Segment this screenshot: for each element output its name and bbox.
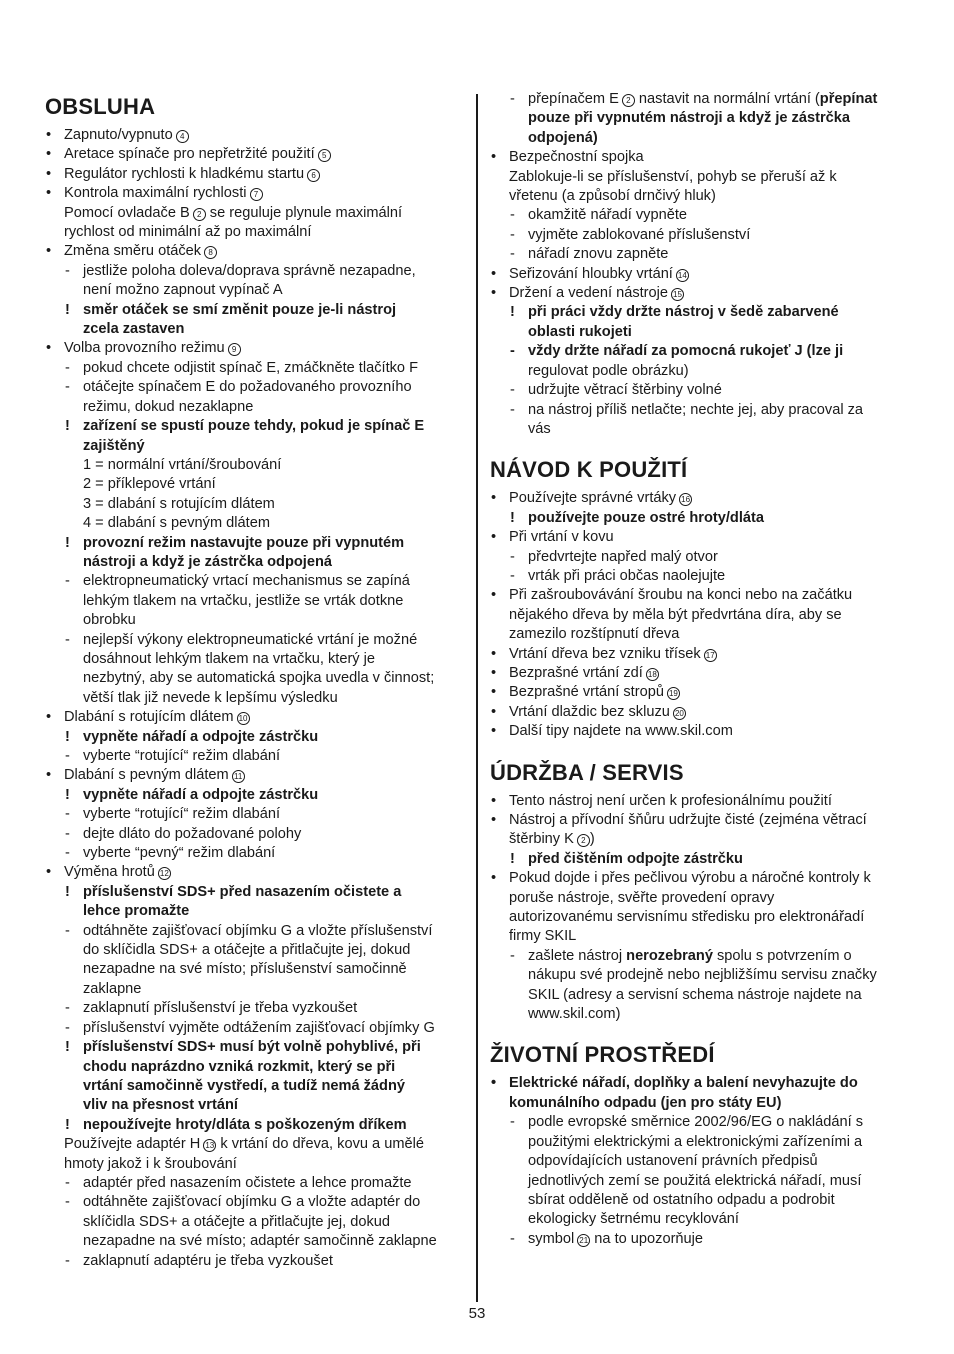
line-text: nezapadne na své místo; adaptér samočinně zaklapne — [83, 1233, 437, 1250]
sub-item — [45, 378, 465, 397]
line-text: vždy držte nářadí za pomocná rukojeť J — [528, 343, 803, 360]
line-text: otáčejte spínačem E do požadovaného provozního — [83, 379, 412, 396]
line-text: nástroji a když je zástrčka odpojená — [83, 553, 332, 570]
line-text: Bezprašné vrtání stropů — [509, 684, 664, 701]
line-text: Při vrtání v kovu — [509, 529, 614, 546]
sub-item — [45, 922, 465, 941]
text-line — [45, 1135, 465, 1154]
line-text: obrobku — [83, 612, 136, 629]
line-text: není možno zapnout vypínač A — [83, 282, 283, 299]
figure-ref-badge: 20 — [673, 707, 686, 720]
text-line — [490, 1172, 910, 1191]
line-text: odtáhněte zajišťovací objímku G a vložte adaptér do — [83, 1194, 421, 1211]
line-text: zcela zastaven — [83, 321, 185, 338]
list-item — [45, 766, 465, 785]
text-line — [490, 1191, 910, 1210]
line-text: odpovídajících ustanovení právních předpisů — [528, 1153, 818, 1170]
line-text: do sklíčidla SDS+ a otáčejte a přitlačujte jej, dokud — [83, 942, 411, 959]
sub-item — [45, 805, 465, 824]
line-text: Držení a vedení nástroje — [509, 285, 668, 302]
text-line — [45, 1213, 465, 1232]
section-heading-navod: NÁVOD K POUŽITÍ — [490, 457, 688, 483]
line-text: oblasti rukojeti — [528, 323, 632, 340]
line-text: vás — [528, 420, 551, 437]
line-text: nářadí znovu zapněte — [528, 246, 669, 263]
figure-ref-badge: 11 — [232, 770, 245, 783]
line-text: Bezpečnostní spojka — [509, 149, 644, 166]
line-text: lehkým tlakem na vrtačku, jestliže se vrták dotkne — [83, 592, 404, 609]
figure-ref-badge: 9 — [228, 343, 241, 356]
text-line — [45, 204, 465, 223]
line-text: firmy SKIL — [509, 928, 577, 945]
line-text: Používejte adaptér H — [64, 1136, 201, 1153]
list-item — [490, 265, 910, 284]
line-text: www.skil.com) — [528, 1006, 621, 1023]
line-text: použitými elektrickými a elektronickými zařízeními a — [528, 1133, 863, 1150]
emphasis-text: nerozebraný — [626, 947, 713, 964]
sub-item — [45, 825, 465, 844]
line-text: vyberte “pevný“ režim dlabání — [83, 845, 276, 862]
line-text: zařízení se spustí pouze tehdy, pokud je spínač E — [83, 418, 425, 435]
list-item — [490, 664, 910, 683]
text-line — [45, 456, 465, 475]
line-text: hmoty jakož i k šroubování — [64, 1155, 237, 1172]
text-line — [490, 1133, 910, 1152]
sub-item — [45, 999, 465, 1018]
left-lines — [45, 126, 465, 1271]
line-text: přepínačem E — [528, 91, 619, 107]
figure-ref-badge: 7 — [250, 188, 263, 201]
sub-item — [490, 401, 910, 420]
text-line — [45, 960, 465, 979]
warning-item — [490, 509, 910, 528]
figure-ref-badge: 8 — [204, 246, 217, 259]
list-item — [490, 645, 910, 664]
page-number: 53 — [468, 1305, 486, 1322]
section-heading-obsluha: OBSLUHA — [45, 94, 156, 119]
text-line — [45, 437, 465, 456]
line-text: vrtání samočinně vystředí, a tudíž nemá žádný — [83, 1077, 405, 1094]
line-text: Aretace spínače pro nepřetržité použití — [64, 146, 315, 163]
list-item — [490, 1074, 910, 1093]
sub-item — [490, 381, 910, 400]
text-line — [490, 830, 910, 849]
list-item — [490, 703, 910, 722]
section-heading-udrzba: ÚDRŽBA / SERVIS — [490, 759, 684, 785]
line-text: se reguluje plynule maximální — [205, 204, 403, 221]
text-line — [490, 606, 910, 625]
list-item — [490, 489, 910, 508]
list-item — [490, 148, 910, 167]
environment — [490, 1074, 910, 1249]
figure-ref-badge: 10 — [237, 712, 250, 725]
line-text: vliv na přesnost vrtání — [83, 1097, 238, 1114]
text-line — [45, 669, 465, 688]
figure-ref-badge: 2 — [622, 94, 635, 107]
line-text: používejte pouze ostré hroty/dláta — [528, 509, 764, 526]
text-line — [490, 1094, 910, 1113]
line-text: Dlabání s rotujícím dlátem — [64, 709, 234, 726]
warning-item — [45, 417, 465, 436]
figure-ref-badge: 6 — [307, 169, 320, 182]
line-text: Volba provozního režimu — [64, 340, 225, 357]
text-line — [45, 514, 465, 533]
text-line — [45, 1096, 465, 1115]
line-text: SKIL (adresy a servisní schema nástroje najdete na — [528, 986, 862, 1003]
maintenance-service — [490, 792, 910, 1025]
line-text: vyjměte zablokované příslušenství — [528, 226, 751, 243]
line-text: Používejte správné vrtáky — [509, 490, 677, 507]
text-line — [490, 889, 910, 908]
figure-ref-badge: 15 — [671, 288, 684, 301]
text-line — [45, 223, 465, 242]
text-line — [490, 1152, 910, 1171]
text-line — [45, 1155, 465, 1174]
list-item — [45, 145, 465, 164]
text-line — [45, 398, 465, 417]
line-text: (jen pro státy EU) — [656, 1094, 782, 1111]
sub-item — [45, 844, 465, 863]
figure-ref-badge: 14 — [676, 269, 689, 282]
list-item — [490, 284, 910, 303]
line-text: 2 = příklepové vrtání — [83, 476, 216, 493]
list-item — [45, 339, 465, 358]
figure-ref-badge: 2 — [577, 834, 590, 847]
line-text: dosáhnout lehkým tlakem na vrtačku, který je — [83, 650, 376, 667]
text-line — [45, 592, 465, 611]
line-text: ekologicky šetrnému recyklování — [528, 1211, 739, 1228]
list-item — [45, 184, 465, 203]
line-text: spolu s potvrzením o — [712, 947, 852, 964]
line-text: udržujte větrací štěrbiny volné — [528, 382, 722, 399]
line-text: k vrtání do dřeva, kovu a umělé — [216, 1136, 424, 1153]
figure-ref-badge: 21 — [577, 1234, 590, 1247]
line-text: autorizovanému servisnímu středisku pro elektronářadí — [509, 909, 865, 926]
text-line — [490, 109, 910, 128]
line-text: (lze ji — [802, 343, 844, 360]
text-line — [490, 927, 910, 946]
line-text: zajištěný — [83, 437, 145, 454]
text-line — [490, 966, 910, 985]
text-line — [45, 281, 465, 300]
line-text: při práci vždy držte nástroj v šedě zabarvené — [528, 304, 839, 321]
line-text: dejte dláto do požadované polohy — [83, 825, 302, 842]
text-line — [45, 902, 465, 921]
warning-item — [45, 301, 465, 320]
text-line — [490, 986, 910, 1005]
sub-item — [490, 947, 910, 966]
line-text: vypněte nářadí a odpojte zástrčku — [83, 728, 319, 745]
line-text: 4 = dlabání s pevným dlátem — [83, 515, 270, 532]
sub-item — [490, 342, 910, 361]
text-line — [45, 495, 465, 514]
line-text: Seřizování hloubky vrtání — [509, 265, 673, 282]
line-text: příslušenství SDS+ musí být volně pohyblivé, při — [83, 1039, 421, 1056]
line-text: Změna směru otáček — [64, 243, 202, 260]
figure-ref-badge: 2 — [193, 208, 206, 221]
line-text: příslušenství vyjměte odtážením zajišťovací objímky G — [83, 1019, 435, 1036]
figure-ref-badge: 12 — [158, 867, 171, 880]
line-text: nezbytný, aby se automatická spojka uvedla v činnost; — [83, 670, 435, 687]
sub-item — [45, 359, 465, 378]
list-item — [490, 811, 910, 830]
text-line — [45, 553, 465, 572]
line-text: na to upozorňuje — [590, 1230, 704, 1247]
line-text: podle evropské směrnice 2002/96/EG o nakládání s — [528, 1114, 864, 1131]
line-text: regulovat podle obrázku) — [528, 362, 689, 379]
section-heading-prostredi: ŽIVOTNÍ PROSTŘEDÍ — [490, 1042, 715, 1068]
line-text: Kontrola maximální rychlosti — [64, 185, 247, 202]
figure-ref-badge: 19 — [667, 687, 680, 700]
figure-ref-badge: 4 — [176, 130, 189, 143]
text-line — [45, 941, 465, 960]
figure-ref-badge: 5 — [318, 149, 331, 162]
sub-item — [490, 1230, 910, 1249]
line-text: vyberte “rotující“ režim dlabání — [83, 806, 281, 823]
line-text: pouze při vypnutém nástroji a když je zástrčka — [528, 110, 850, 127]
list-item — [490, 792, 910, 811]
operation-continued — [490, 90, 910, 439]
sub-item — [490, 90, 910, 109]
line-text: před čištěním odpojte zástrčku — [528, 850, 743, 867]
line-text: režimu, dokud nezaklapne — [83, 398, 254, 415]
line-text: Pomocí ovladače B — [64, 204, 190, 221]
list-item — [490, 869, 910, 888]
list-item — [490, 586, 910, 605]
usage-instructions — [490, 489, 910, 741]
line-text: větší tlak již nevede k lepšímu výsledku — [83, 689, 338, 706]
line-text: 1 = normální vrtání/šroubování — [83, 456, 282, 473]
line-text: zaklapnutí příslušenství je třeba vyzkoušet — [83, 1000, 358, 1017]
line-text: ) — [589, 831, 595, 848]
sub-item — [45, 1252, 465, 1271]
sub-item — [490, 567, 910, 586]
line-text: nákupu své prodejně nebo nejbližšímu servisu značky — [528, 967, 877, 984]
column-divider — [476, 94, 478, 1302]
line-text: okamžitě nářadí vypněte — [528, 207, 687, 224]
sub-item — [490, 206, 910, 225]
line-text: Tento nástroj není určen k profesionálnímu použití — [509, 792, 832, 809]
line-text: pokud chcete odjistit spínač E, zmáčkněte tlačítko F — [83, 359, 419, 376]
warning-item — [45, 883, 465, 902]
figure-ref-badge: 13 — [203, 1139, 216, 1152]
left-column — [45, 90, 465, 1271]
line-text: elektropneumatický vrtací mechanismus se zapíná — [83, 573, 410, 590]
text-line — [490, 625, 910, 644]
line-text: lehce promažte — [83, 903, 190, 920]
sub-item — [490, 548, 910, 567]
warning-item — [490, 850, 910, 869]
sub-item — [45, 631, 465, 650]
figure-ref-badge: 17 — [704, 649, 717, 662]
line-text: Další tipy najdete na www.skil.com — [509, 723, 733, 740]
line-text: jestliže poloha doleva/doprava správně nezapadne, — [83, 262, 416, 279]
figure-ref-badge: 16 — [679, 493, 692, 506]
warning-item — [490, 303, 910, 322]
list-item — [490, 683, 910, 702]
line-text: odpojená — [528, 129, 593, 146]
line-text: příslušenství SDS+ před nasazením očistete a — [83, 883, 402, 900]
line-text: na nástroj příliš netlačte; nechte jej, aby pracoval za — [528, 401, 864, 418]
warning-item — [45, 786, 465, 805]
line-text: zaklapnutí adaptéru je třeba vyzkoušet — [83, 1252, 333, 1269]
list-item — [45, 242, 465, 261]
text-line — [490, 362, 910, 381]
line-text: předvrtejte napřed malý otvor — [528, 548, 718, 565]
line-text: odtáhněte zajišťovací objímku G a vložte příslušenství — [83, 922, 433, 939]
text-line — [490, 1005, 910, 1024]
line-text: symbol — [528, 1230, 575, 1247]
line-text: komunálního odpadu — [509, 1094, 657, 1111]
line-text: Zapnuto/vypnuto — [64, 127, 173, 143]
line-text: ) — [592, 129, 598, 146]
emphasis-text: přepínat — [819, 91, 878, 107]
line-text: poruše nástroje, svěřte provedení opravy — [509, 889, 775, 906]
sub-item — [490, 226, 910, 245]
warning-item — [45, 534, 465, 553]
list-item — [490, 528, 910, 547]
text-line — [45, 475, 465, 494]
sub-item — [45, 1019, 465, 1038]
text-line — [45, 1077, 465, 1096]
line-text: Pokud dojde i přes pečlivou výrobu a náročné kontroly k — [509, 870, 871, 887]
right-column — [490, 90, 910, 1249]
line-text: štěrbiny K — [509, 831, 574, 848]
line-text: Vrtání dřeva bez vzniku třísek — [509, 645, 701, 662]
list-item — [490, 722, 910, 741]
sub-item — [490, 1113, 910, 1132]
line-text: nějakého dřeva by měla být předvrtána díra, aby se — [509, 606, 842, 623]
line-text: adaptér před nasazením očistete a lehce promažte — [83, 1174, 412, 1191]
line-text: nejlepší výkony elektropneumatické vrtání je možné — [83, 631, 418, 648]
line-text: zaklapne — [83, 980, 142, 997]
line-text: Při zašroubovávání šroubu na konci nebo na začátku — [509, 587, 853, 604]
warning-item — [45, 1038, 465, 1057]
line-text: jednotlivých zemí se použitá elektrická nářadí, musí — [528, 1172, 862, 1189]
line-text: Bezprašné vrtání zdí — [509, 664, 643, 681]
line-text: Dlabání s pevným dlátem — [64, 767, 229, 784]
line-text: zašlete nástroj — [528, 947, 627, 964]
list-item — [45, 126, 465, 145]
sub-item — [490, 245, 910, 264]
list-item — [45, 863, 465, 882]
text-line — [490, 187, 910, 206]
text-line — [490, 908, 910, 927]
text-line — [45, 1058, 465, 1077]
line-text: Elektrické nářadí, doplňky a balení nevyhazujte do — [509, 1075, 858, 1092]
text-line — [45, 980, 465, 999]
line-text: Vrtání dlaždic bez skluzu — [509, 703, 670, 720]
line-text: Regulátor rychlosti k hladkému startu — [64, 165, 305, 182]
text-line — [490, 420, 910, 439]
line-text: nezapadne na své místo; příslušenství samočinně — [83, 961, 407, 978]
text-line — [45, 689, 465, 708]
line-text: sbírat odděleně od ostatního odpadu a podrobit — [528, 1191, 835, 1208]
sub-item — [45, 1193, 465, 1212]
line-text: nastavit na normální vrtání ( — [634, 91, 820, 107]
line-text: Zablokuje-li se příslušenství, pohyb se přeruší až k — [509, 168, 837, 185]
line-text: směr otáček se smí změnit pouze je-li nástroj — [83, 301, 397, 318]
line-text: nepoužívejte hroty/dláta s poškozeným dříkem — [83, 1116, 407, 1133]
line-text: Nástroj a přívodní šňůru udržujte čisté (zejména větrací — [509, 812, 867, 828]
text-line — [45, 611, 465, 630]
text-line — [490, 323, 910, 342]
sub-item — [45, 572, 465, 591]
line-text: vřetenu (a způsobí drnčivý hluk) — [509, 188, 716, 205]
text-line — [490, 168, 910, 187]
line-text: sklíčidla SDS+ a otáčejte a přitlačujte jej, dokud — [83, 1213, 391, 1230]
text-line — [490, 1210, 910, 1229]
line-text: vyberte “rotující“ režim dlabání — [83, 748, 281, 764]
sub-item — [45, 262, 465, 281]
text-line — [45, 320, 465, 339]
warning-item — [45, 728, 465, 747]
line-text: chodu naprázdno vzniká rozkmit, který se při — [83, 1058, 396, 1075]
line-text: vrták při práci občas naolejujte — [528, 567, 726, 584]
figure-ref-badge: 18 — [646, 668, 659, 681]
line-text: Výměna hrotů — [64, 864, 155, 881]
list-item — [45, 165, 465, 184]
text-line — [45, 1232, 465, 1251]
line-text: vypněte nářadí a odpojte zástrčku — [83, 786, 319, 803]
warning-item — [45, 1116, 465, 1135]
line-text: zamezilo rozštípnutí dřeva — [509, 626, 680, 643]
sub-item — [45, 1174, 465, 1193]
line-text: rychlost od minimální až po maximální — [64, 224, 312, 241]
text-line — [490, 129, 910, 148]
list-item — [45, 708, 465, 727]
line-text: provozní režim nastavujte pouze při vypnutém — [83, 534, 405, 551]
sub-item — [45, 747, 465, 766]
text-line — [45, 650, 465, 669]
line-text: 3 = dlabání s rotujícím dlátem — [83, 495, 275, 512]
